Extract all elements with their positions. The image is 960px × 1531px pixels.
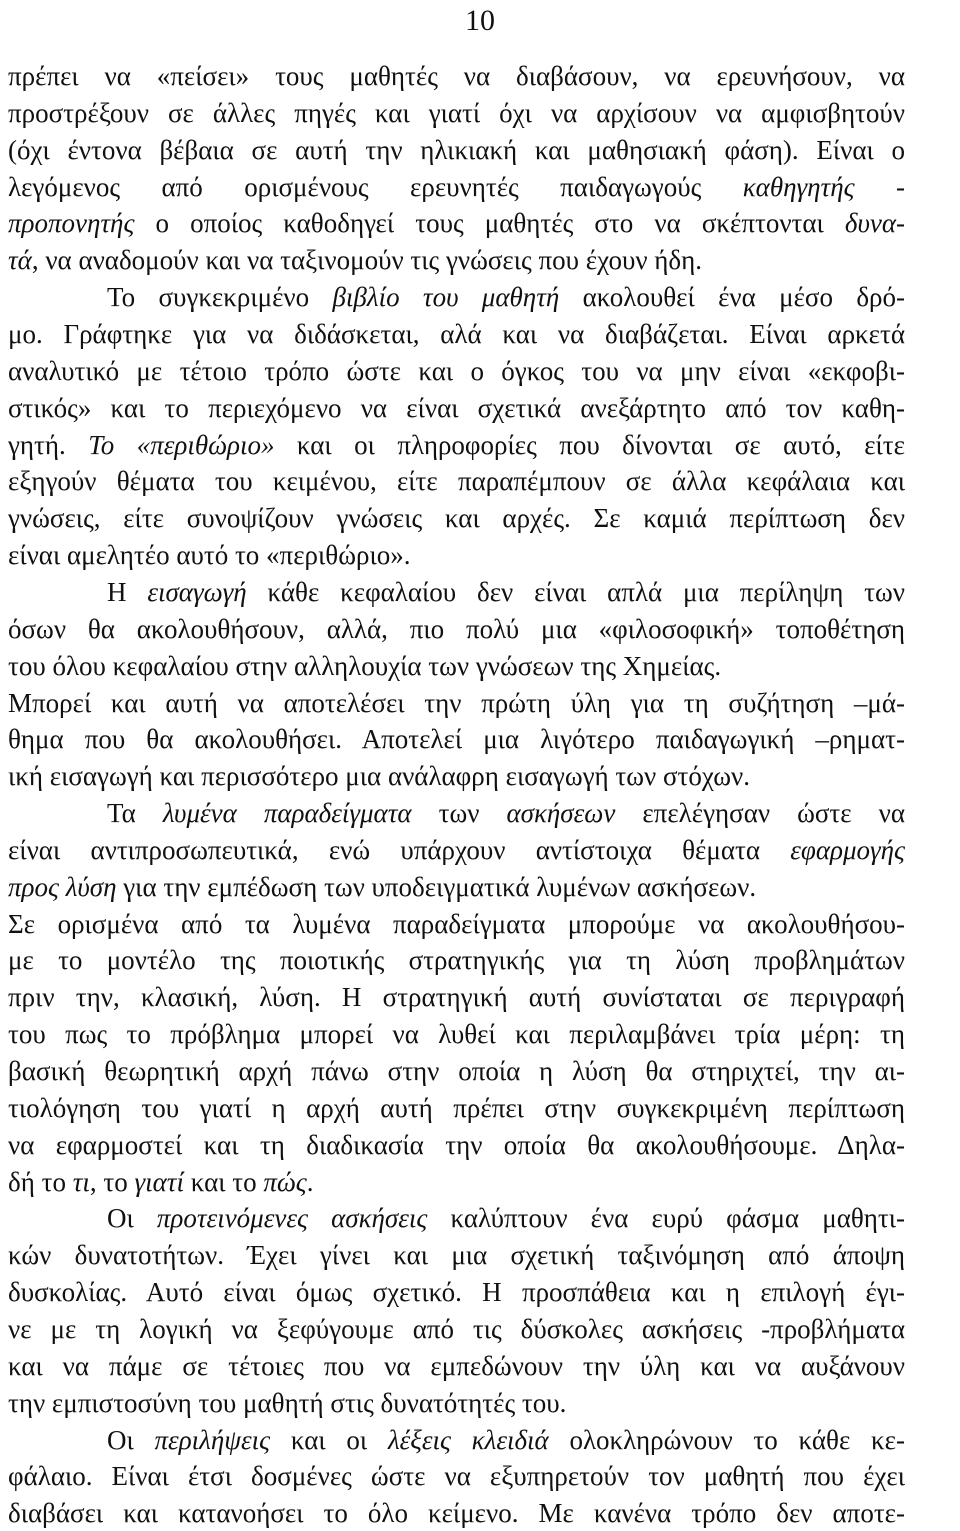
text-segment: και οι πληροφορίες που δίνονται σε αυτό, είτε: [274, 429, 905, 460]
text-segment: καλύπτουν ένα ευρύ φάσμα μαθητι-: [427, 1203, 905, 1234]
text-segment: την εμπιστοσύνη του μαθητή στις δυνατότητές του.: [8, 1387, 567, 1418]
text-line: [107, 280, 905, 315]
text-segment: , το: [89, 1166, 135, 1197]
text-line: [8, 538, 905, 573]
italic-term: δυνα-: [844, 208, 905, 239]
text-segment: Τα: [107, 798, 163, 828]
italic-term: προπονητής: [8, 208, 135, 239]
text-segment: Μπορεί και αυτή να αποτελέσει την πρώτη ύλη για τη συζήτηση –μά-: [8, 687, 905, 718]
text-line: [8, 1349, 905, 1384]
text-segment: δή το: [8, 1166, 73, 1197]
text-segment: κάθε κεφαλαίου δεν είναι απλά μια περίληψη των: [246, 576, 906, 607]
text-segment: και το: [183, 1166, 264, 1197]
text-line: [8, 243, 905, 278]
text-line: [107, 1423, 905, 1458]
italic-term: καθηγητής: [742, 171, 855, 202]
text-line: [8, 870, 905, 905]
text-segment: πρέπει να «πείσει» τους μαθητές να διαβάσουν, να ερευνήσουν, να: [8, 61, 905, 91]
text-segment: του πως το πρόβλημα μπορεί να λυθεί και περιλαμβάνει τρία μέρη: τη: [8, 1019, 905, 1050]
text-segment: εξηγούν θέματα του κειμένου, είτε παραπέμπουν σε άλλα κεφάλαια και: [8, 466, 905, 497]
text-segment: φάλαιο. Είναι έτσι δοσμένες ώστε να εξυπηρετούν τον μαθητή που έχει: [8, 1461, 905, 1492]
text-line: [8, 428, 905, 463]
text-segment: γητή.: [8, 429, 89, 460]
text-segment: και να πάμε σε τέτοιες που να εμπεδώνουν την ύλη και να αυξάνουν: [8, 1350, 905, 1381]
text-line: [8, 1017, 905, 1052]
text-line: [8, 1386, 905, 1421]
text-line: [8, 1128, 905, 1163]
text-segment: (όχι έντονα βέβαια σε αυτή την ηλικιακή και μαθησιακή φάση). Είναι ο: [8, 134, 905, 165]
text-line: [8, 943, 905, 978]
text-line: [8, 464, 905, 499]
text-line: [8, 722, 905, 757]
text-segment: Η: [107, 576, 148, 607]
text-line: [8, 1496, 905, 1531]
text-segment: στικός» και το περιεχόμενο να είναι σχετικά ανεξάρτητο από τον καθη-: [8, 392, 905, 423]
italic-term: γιατί: [134, 1166, 184, 1197]
text-segment: γνώσεις, είτε συνοψίζουν γνώσεις και αρχές. Σε καμιά περίπτωση δεν: [8, 503, 905, 534]
page-number: 10: [465, 4, 495, 37]
italic-term: τά: [8, 245, 32, 276]
text-segment: για την εμπέδωση των υποδειγματικά λυμένων ασκήσεων.: [116, 871, 757, 902]
italic-term: τι: [72, 1166, 90, 1197]
italic-term: πώς: [263, 1166, 307, 1197]
text-line: [8, 391, 905, 426]
italic-term: ασκήσεων: [506, 798, 616, 828]
text-line: [8, 1459, 905, 1494]
text-segment: επελέγησαν ώστε να: [615, 798, 905, 828]
text-segment: αναλυτικό με τέτοιο τρόπο ώστε και ο όγκος του να μην είναι «εκφοβι-: [8, 355, 905, 386]
text-line: [8, 1275, 905, 1310]
text-segment: με το μοντέλο της ποιοτικής στρατηγικής για τη λύση προβλημάτων: [8, 945, 905, 976]
text-line: [8, 1312, 905, 1347]
text-segment: -: [854, 171, 905, 202]
text-line: [8, 354, 905, 389]
text-line: [8, 1165, 905, 1200]
text-line: [8, 1238, 905, 1273]
text-line: [8, 96, 905, 131]
text-segment: Το συγκεκριμένο: [107, 282, 333, 313]
text-segment: ο οποίος καθοδηγεί τους μαθητές στο να σκέπτονται: [134, 208, 845, 239]
text-segment: όσων θα ακολουθήσουν, αλλά, πιο πολύ μια «φιλοσοφική» τοποθέτηση: [8, 613, 905, 644]
text-segment: μο. Γράφτηκε για να διδάσκεται, αλά και να διαβάζεται. Είναι αρκετά: [8, 318, 905, 349]
text-segment: προστρέξουν σε άλλες πηγές και γιατί όχι να αρχίσουν να αμφισβητούν: [8, 97, 905, 128]
text-segment: Οι: [107, 1424, 155, 1455]
text-segment: ολοκληρώνουν το κάθε κε-: [548, 1424, 905, 1455]
text-line: [8, 59, 905, 94]
text-segment: είναι αντιπροσωπευτικά, ενώ υπάρχουν αντίστοιχα θέματα: [8, 834, 791, 865]
text-line: [8, 833, 905, 868]
italic-term: περιλήψεις: [154, 1424, 271, 1455]
text-line: [8, 1091, 905, 1126]
text-line: [8, 980, 905, 1015]
text-line: [8, 133, 905, 168]
text-segment: διαβάσει και κατανοήσει το όλο κείμενο. Με κανένα τρόπο δεν αποτε-: [8, 1498, 905, 1529]
italic-term: εισαγωγή: [147, 576, 247, 607]
italic-term: λέξεις κλειδιά: [387, 1424, 549, 1455]
text-segment: κών δυνατοτήτων. Έχει γίνει και μια σχετική ταξινόμηση από άποψη: [8, 1240, 905, 1271]
text-segment: να εφαρμοστεί και τη διαδικασία την οποία θα ακολουθήσουμε. Δηλα-: [8, 1129, 905, 1160]
text-line: [8, 317, 905, 352]
italic-term: λυμένα παραδείγματα: [162, 798, 412, 828]
text-segment: των: [411, 798, 507, 828]
text-segment: Σε ορισμένα από τα λυμένα παραδείγματα μπορούμε να ακολουθήσου-: [8, 908, 905, 939]
text-segment: λεγόμενος από ορισμένους ερευνητές παιδαγωγούς: [8, 171, 743, 202]
text-segment: είναι αμελητέο αυτό το «περιθώριο».: [8, 540, 411, 570]
text-segment: του όλου κεφαλαίου στην αλληλουχία των γνώσεων της Χημείας.: [8, 650, 722, 681]
text-segment: νε με τη λογική να ξεφύγουμε από τις δύσκολες ασκήσεις -προβλήματα: [8, 1313, 905, 1344]
text-segment: βασική θεωρητική αρχή πάνω στην οποία η λύση θα στηριχτεί, την αι-: [8, 1056, 905, 1086]
text-line: [8, 170, 905, 205]
text-segment: τιολόγηση του γιατί η αρχή αυτή πρέπει στην συγκεκριμένη περίπτωση: [8, 1092, 905, 1123]
text-segment: πριν την, κλασική, λύση. Η στρατηγική αυτή συνίσταται σε περιγραφή: [8, 982, 905, 1013]
text-segment: .: [306, 1166, 314, 1197]
text-line: [8, 649, 905, 684]
italic-term: βιβλίο του μαθητή: [332, 282, 560, 313]
text-segment: και οι: [270, 1424, 388, 1455]
text-segment: δυσκολίας. Αυτό είναι όμως σχετικό. Η προσπάθεια και η επιλογή έγι-: [8, 1277, 905, 1307]
italic-term: προτεινόμενες ασκήσεις: [156, 1203, 428, 1234]
italic-term: Το «περιθώριο»: [88, 429, 275, 460]
text-line: [8, 206, 905, 241]
text-line: [107, 575, 905, 610]
text-line: [107, 1201, 905, 1236]
text-segment: ική εισαγωγή και περισσότερο μια ανάλαφρη εισαγωγή των στόχων.: [8, 761, 751, 792]
text-segment: ακολουθεί ένα μέσο δρό-: [559, 282, 906, 313]
text-segment: θημα που θα ακολουθήσει. Αποτελεί μια λιγότερο παιδαγωγική –ρηματ-: [8, 724, 905, 755]
text-line: [8, 907, 905, 942]
text-segment: Οι: [107, 1203, 157, 1234]
text-line: [8, 759, 905, 794]
text-line: [8, 501, 905, 536]
text-segment: , να αναδομούν και να ταξινομούν τις γνώσεις που έχουν ήδη.: [31, 245, 702, 276]
italic-term: προς λύση: [8, 871, 117, 902]
text-line: [8, 686, 905, 721]
italic-term: εφαρμογής: [790, 834, 905, 865]
text-line: [8, 1054, 905, 1089]
text-line: [107, 796, 905, 831]
text-line: [8, 612, 905, 647]
